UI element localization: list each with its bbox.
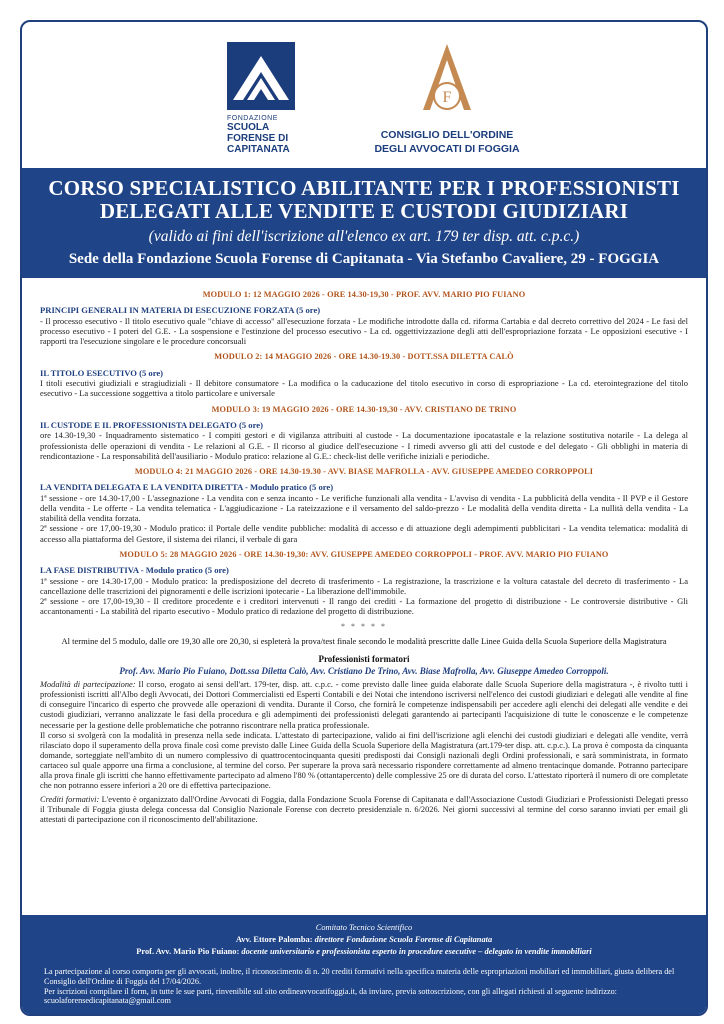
title-banner bbox=[22, 168, 706, 278]
participation-label: Modalità di partecipazione: bbox=[40, 680, 136, 690]
member-1-name: Avv. Ettore Palomba: bbox=[235, 935, 313, 944]
fondazione-name-2: FORENSE DI bbox=[227, 133, 289, 144]
participation-paragraph bbox=[40, 680, 688, 730]
fondazione-label: FONDAZIONE bbox=[227, 115, 278, 122]
registration-notice: Per iscrizioni compilare il form, in tutte le sue parti, rinvenibile sul sito ordineavvocatifoggia.it, da inviare, previa sottoscrizione, con gli allegati richiesti al seguente indirizzo: scuolaforensedicapitanata@gmail.com bbox=[44, 986, 617, 1006]
module-title: IL CUSTODE E IL PROFESSIONISTA DELEGATO (5 ore) bbox=[40, 420, 263, 431]
course-title-line-1: CORSO SPECIALISTICO ABILITANTE PER I PROFESSIONISTI bbox=[48, 176, 680, 200]
module-2 bbox=[40, 352, 688, 398]
module-header: MODULO 5: 28 MAGGIO 2026 - ORE 14.30-19,30: AVV. GIUSEPPE AMEDEO CORROPPOLI - PROF. AVV. MARIO PIO FUIANO bbox=[119, 549, 609, 559]
module-header: MODULO 3: 19 MAGGIO 2026 - ORE 14.30-19,30 - AVV. CRISTIANO DE TRINO bbox=[211, 404, 517, 414]
module-1 bbox=[40, 290, 688, 346]
fondazione-emblem bbox=[227, 42, 295, 110]
trainers-names: Prof. Avv. Mario Pio Fuiano, Dott.ssa Diletta Calò, Avv. Cristiano De Trino, Avv. Biase Mafrolla, Avv. Giuseppe Amedeo Corroppoli. bbox=[119, 665, 609, 676]
fondazione-logo bbox=[227, 42, 307, 155]
footer-banner bbox=[22, 915, 706, 1014]
module-title: LA FASE DISTRIBUTIVA - Modulo pratico (5 ore) bbox=[40, 565, 229, 576]
fondazione-name-1: SCUOLA bbox=[227, 122, 270, 133]
module-title: IL TITOLO ESECUTIVO (5 ore) bbox=[40, 367, 164, 378]
final-test-note: Al termine del 5 modulo, dalle ore 19,30 alle ore 20,30, si espleterà la prova/test finale secondo le modalità prescritte dalle Linee Guida della Scuola Superiore della Magistratura bbox=[61, 635, 667, 646]
module-4 bbox=[40, 467, 688, 544]
module-text: I titoli esecutivi giudiziali e stragiudiziali - Il debitore consumatore - La modifica o la caducazione del titolo esecutivo in corso di espropriazione - La cd. eterointegrazione del titolo esecutivo - La successione soggettiva a titolo particolare e universale bbox=[40, 378, 688, 399]
course-venue: Sede della Fondazione Scuola Forense di Capitanata - Via Stefanbo Cavaliere, 29 - FOGGIA bbox=[68, 251, 660, 267]
module-text: ore 14.30-19,30 - Inquadramento sistematico - I compiti gestori e di vigilanza attribuiti al custode - La documentazione ipocatastale e la relazione sostitutiva notarile - La delega al professionista delle operazioni di vendita - Le relazioni al G.E. - Il ricorso al giudice dell'esecuzione - I rimedi avverso gli atti del custode e del delegato - Gli obblighi in materia di rendicontazione - La responsabilità dell'ausiliario - Modulo pratico: relazione al G.E.: check-list delle verifiche iniziali e periodiche. bbox=[40, 430, 688, 461]
credits-notice: La partecipazione al corso comporta per gli avvocati, inoltre, il riconoscimento di n. 20 crediti formativi nella specifica materia delle espropriazioni mobiliari ed immobiliari, giusta delibera del Consiglio dell'Ordine di Foggia del 17/04/2026. bbox=[44, 967, 675, 986]
member-2-role: docente universitario e professionista esperto in procedure esecutive – delegato in vendite immobiliari bbox=[241, 947, 592, 956]
committee-member-1 bbox=[22, 935, 706, 945]
poster bbox=[20, 20, 708, 1016]
course-subtitle: (valido ai fini dell'iscrizione all'elenco ex art. 179 ter disp. att. c.p.c.) bbox=[148, 228, 580, 245]
program-content bbox=[22, 278, 706, 825]
module-text-session-2: 2ª sessione - ore 17,00-19,30 - Il creditore procedente e i creditori intervenuti - Il rango dei crediti - La formazione del progetto di distribuzione - Le controversie distributive - Gli accantonamenti - La stabilità del riparto esecutivo - Modulo pratico di redazione del progetto di distribuzione. bbox=[40, 596, 688, 617]
module-text-session-2: 2ª sessione - ore 17,00-19,30 - Modulo pratico: il Portale delle vendite pubbliche: modalità di accesso e di attuazione degli adempimenti pubblicitari - La vendita telematica: modalità di accesso alla piattaforma del Gestore, il sistema dei rilanci, il verbale di gara bbox=[40, 523, 688, 544]
trainers-label: Professionisti formatori bbox=[318, 654, 410, 665]
logo-area bbox=[22, 22, 706, 168]
ordine-name-1: CONSIGLIO DELL'ORDINE bbox=[380, 129, 514, 141]
member-1-role: direttore Fondazione Scuola Forense di Capitanata bbox=[314, 935, 493, 944]
committee-member-2 bbox=[22, 947, 706, 957]
fondazione-name-3: CAPITANATA bbox=[227, 144, 290, 155]
module-title: LA VENDITA DELEGATA E LA VENDITA DIRETTA - Modulo pratico (5 ore) bbox=[40, 482, 334, 493]
module-header: MODULO 1: 12 MAGGIO 2026 - ORE 14.30-19,30 - PROF. AVV. MARIO PIO FUIANO bbox=[202, 290, 526, 299]
participation-text: Il corso, erogato ai sensi dell'art. 179-ter, disp. att. c.p.c. - come previsto dalle linee guida elaborate dalle Scuola Superiore della magistratura -, è rivolto tutti i professionisti iscritti all'Albo degli Avvocati, dei Dottori Commercialisti ed Esperti Contabili e dei Notai che intendono iscriversi nell'elenco dei custodi giudiziari e delegati alle vendite al fine di conseguire l'incarico di esperto che provvede alle operazioni di vendita. Durante il Corso, che fornirà le competenze indispensabili per accedere agli elenchi dei delegati alle vendite e dei custodi giudiziari, verranno analizzate le fasi della procedura e gli adempimenti dei professionisti delegati garantendo ai partecipanti l'acquisizione di tutte le conoscenze e le competenze necessarie per la gestione delle problematiche che potranno riscontrare nella pratica professionale. bbox=[40, 680, 688, 730]
participation-text-2: Il corso si svolgerà con la modalità in presenza nella sede indicata. L'attestato di partecipazione, valido ai fini dell'iscrizione agli elenchi dei custodi giudiziari e delegati alle vendite, verrà rilasciato dopo il superamento della prova finale così come previsto dalle Linee Guida della Scuola Superiore della Magistratura (art.179-ter disp. att. c.p.c.). La prova è composta da cinquanta domande, sorteggiate nell'ambito di un numero complessivo di quattrocentocinquanta quesiti predisposti dai Consigli nazionali degli Ordini professionali, e sarà somministrata, in formato cartaceo sul quale apporre una firma a conclusione, al termine del corso. Per superare la prova sarà necessario rispondere correttamente ad almeno trentacinque domande. Potranno partecipare alla prova finale gli iscritti che hanno effettivamente partecipato ad almeno l'80 % (ottantapercento) delle complessive 25 ore di durata del corso. L'attestato riporterà il numero di ore completate che non potranno essere inferiori a 20 ore di effettiva partecipazione. bbox=[40, 730, 688, 791]
module-header: MODULO 2: 14 MAGGIO 2026 - ORE 14.30-19.30 - DOTT.SSA DILETTA CALÒ bbox=[214, 352, 514, 362]
module-text: - Il processo esecutivo - Il titolo esecutivo quale "chiave di accesso" all'esecuzione forzata - Le modifiche introdotte dalla cd. riforma Cartabia e dal decreto correttivo del 2024 - Le fasi del processo esecutivo - I poteri del G.E. - La sospensione e l'estinzione del processo esecutivo - La cd. oggettivizzazione degli atti dell'espropriazione forzata - Le opposizioni esecutive - I rapporti tra l'esecuzione singolare e le procedure concorsuali bbox=[40, 315, 688, 347]
credits-label: Crediti formativi: bbox=[40, 795, 100, 805]
module-title: PRINCIPI GENERALI IN MATERIA DI ESECUZIONE FORZATA (5 ore) bbox=[40, 305, 321, 316]
module-text-session-1: 1ª sessione - ore 14.30-17,00 - Modulo pratico: la predisposizione del decreto di trasferimento - La registrazione, la trascrizione e la voltura catastale del decreto di trasferimento - La cancellazione delle trascrizioni dei pignoramenti e delle iscrizioni ipotecarie - La liberazione dell'immobile. bbox=[40, 575, 688, 596]
module-3 bbox=[40, 405, 688, 461]
member-2-name: Prof. Avv. Mario Pio Fuiano: bbox=[136, 947, 240, 956]
ordine-emblem bbox=[417, 40, 477, 122]
ordine-logo bbox=[357, 40, 537, 155]
ordine-name-2: DEGLI AVVOCATI DI FOGGIA bbox=[374, 143, 520, 155]
module-header: MODULO 4: 21 MAGGIO 2026 - ORE 14.30-19.30 - AVV. BIASE MAFROLLA - AVV. GIUSEPPE AMEDEO CORROPPOLI bbox=[134, 467, 594, 477]
credits-text: L'evento è organizzato dall'Ordine Avvocati di Foggia, dalla Fondazione Scuola Forense di Capitanata e dall'Associazione Custodi Giudiziari e Professionisti Delegati presso il Tribunale di Foggia giusta delega concessa dal Consiglio Nazionale Forense con decreto presidenziale n. 6/2026. Nei giorni successivi al termine del corso saranno inviati per email gli attestati di partecipazione con il riconoscimento dell'abilitazione. bbox=[40, 795, 689, 825]
trainers-block bbox=[40, 654, 688, 676]
credits-paragraph bbox=[40, 795, 688, 825]
ordine-emblem-letter: F bbox=[442, 89, 452, 106]
committee-title: Comitato Tecnico Scientifico bbox=[315, 923, 413, 932]
module-text-session-1: 1ª sessione - ore 14.30-17,00 - L'assegnazione - La vendita con e senza incanto - Le verifiche funzionali alla vendita - L'avviso di vendita - La pubblicità della vendita - Il PVP e il Gestore della vendita - Le offerte - La vendita telematica - L'aggiudicazione - La rateizzazione e il versamento del saldo-prezzo - Le modalità della vendita diretta - La nullità della vendita - La stabilità della vendita forzata. bbox=[40, 492, 688, 524]
course-title-line-2: DELEGATI ALLE VENDITE E CUSTODI GIUDIZIARI bbox=[99, 199, 629, 223]
module-5 bbox=[40, 550, 688, 617]
separator-stars: * * * * * bbox=[341, 621, 387, 631]
